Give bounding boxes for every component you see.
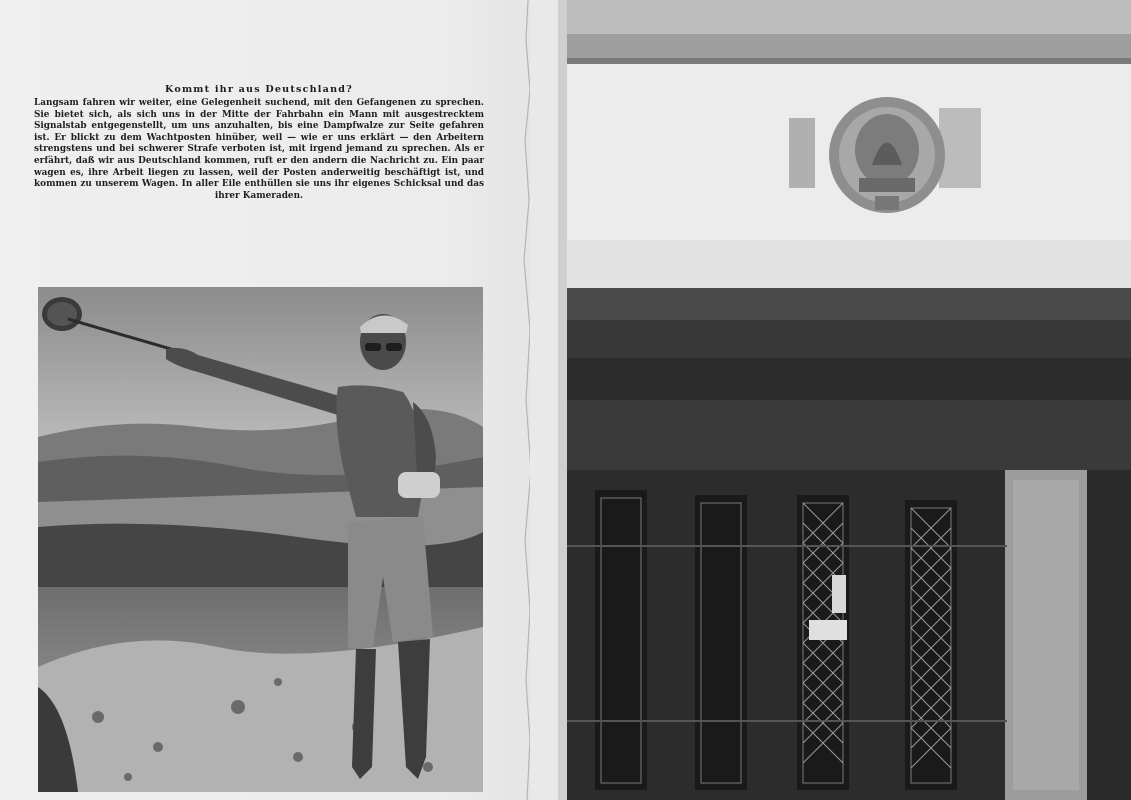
right-page (567, 0, 1131, 800)
photo-icon (567, 0, 1131, 800)
photo-man-with-signal-stick (38, 287, 483, 792)
left-page (0, 0, 548, 800)
article (34, 84, 484, 202)
torn-edge-divider (518, 0, 568, 800)
article-title: Kommt ihr aus Deutschland? (165, 84, 353, 95)
photo-building-facade (567, 0, 1131, 800)
photo-icon (38, 287, 483, 792)
article-body: Langsam fahren wir weiter, eine Gelegenheit suchend, mit den Gefangenen zu sprechen. Sie bietet sich, als sich uns in der Mitte der Fahrbahn ein Mann mit ausgestrecktem Signalstab entgegenstellt, um uns anzuhalten, bis eine Dampfwalze zur Seite gefahren ist. Er blickt zu dem Wachtposten hinüber, weil — wie er uns erklärt — den Arbeitern strengstens und bei schwerer Strafe verboten ist, mit irgend jemand zu sprechen. Als er erfährt, daß wir aus Deutschland kommen, ruft er den andern die Nachricht zu. Ein paar wagen es, ihre Arbeit liegen zu lassen, weil der Posten anderweitig beschäftigt ist, und kommen zu unserem Wagen. In aller Eile enthüllen sie uns ihr eigenes Schicksal und das ihrer Kameraden. (34, 98, 484, 201)
